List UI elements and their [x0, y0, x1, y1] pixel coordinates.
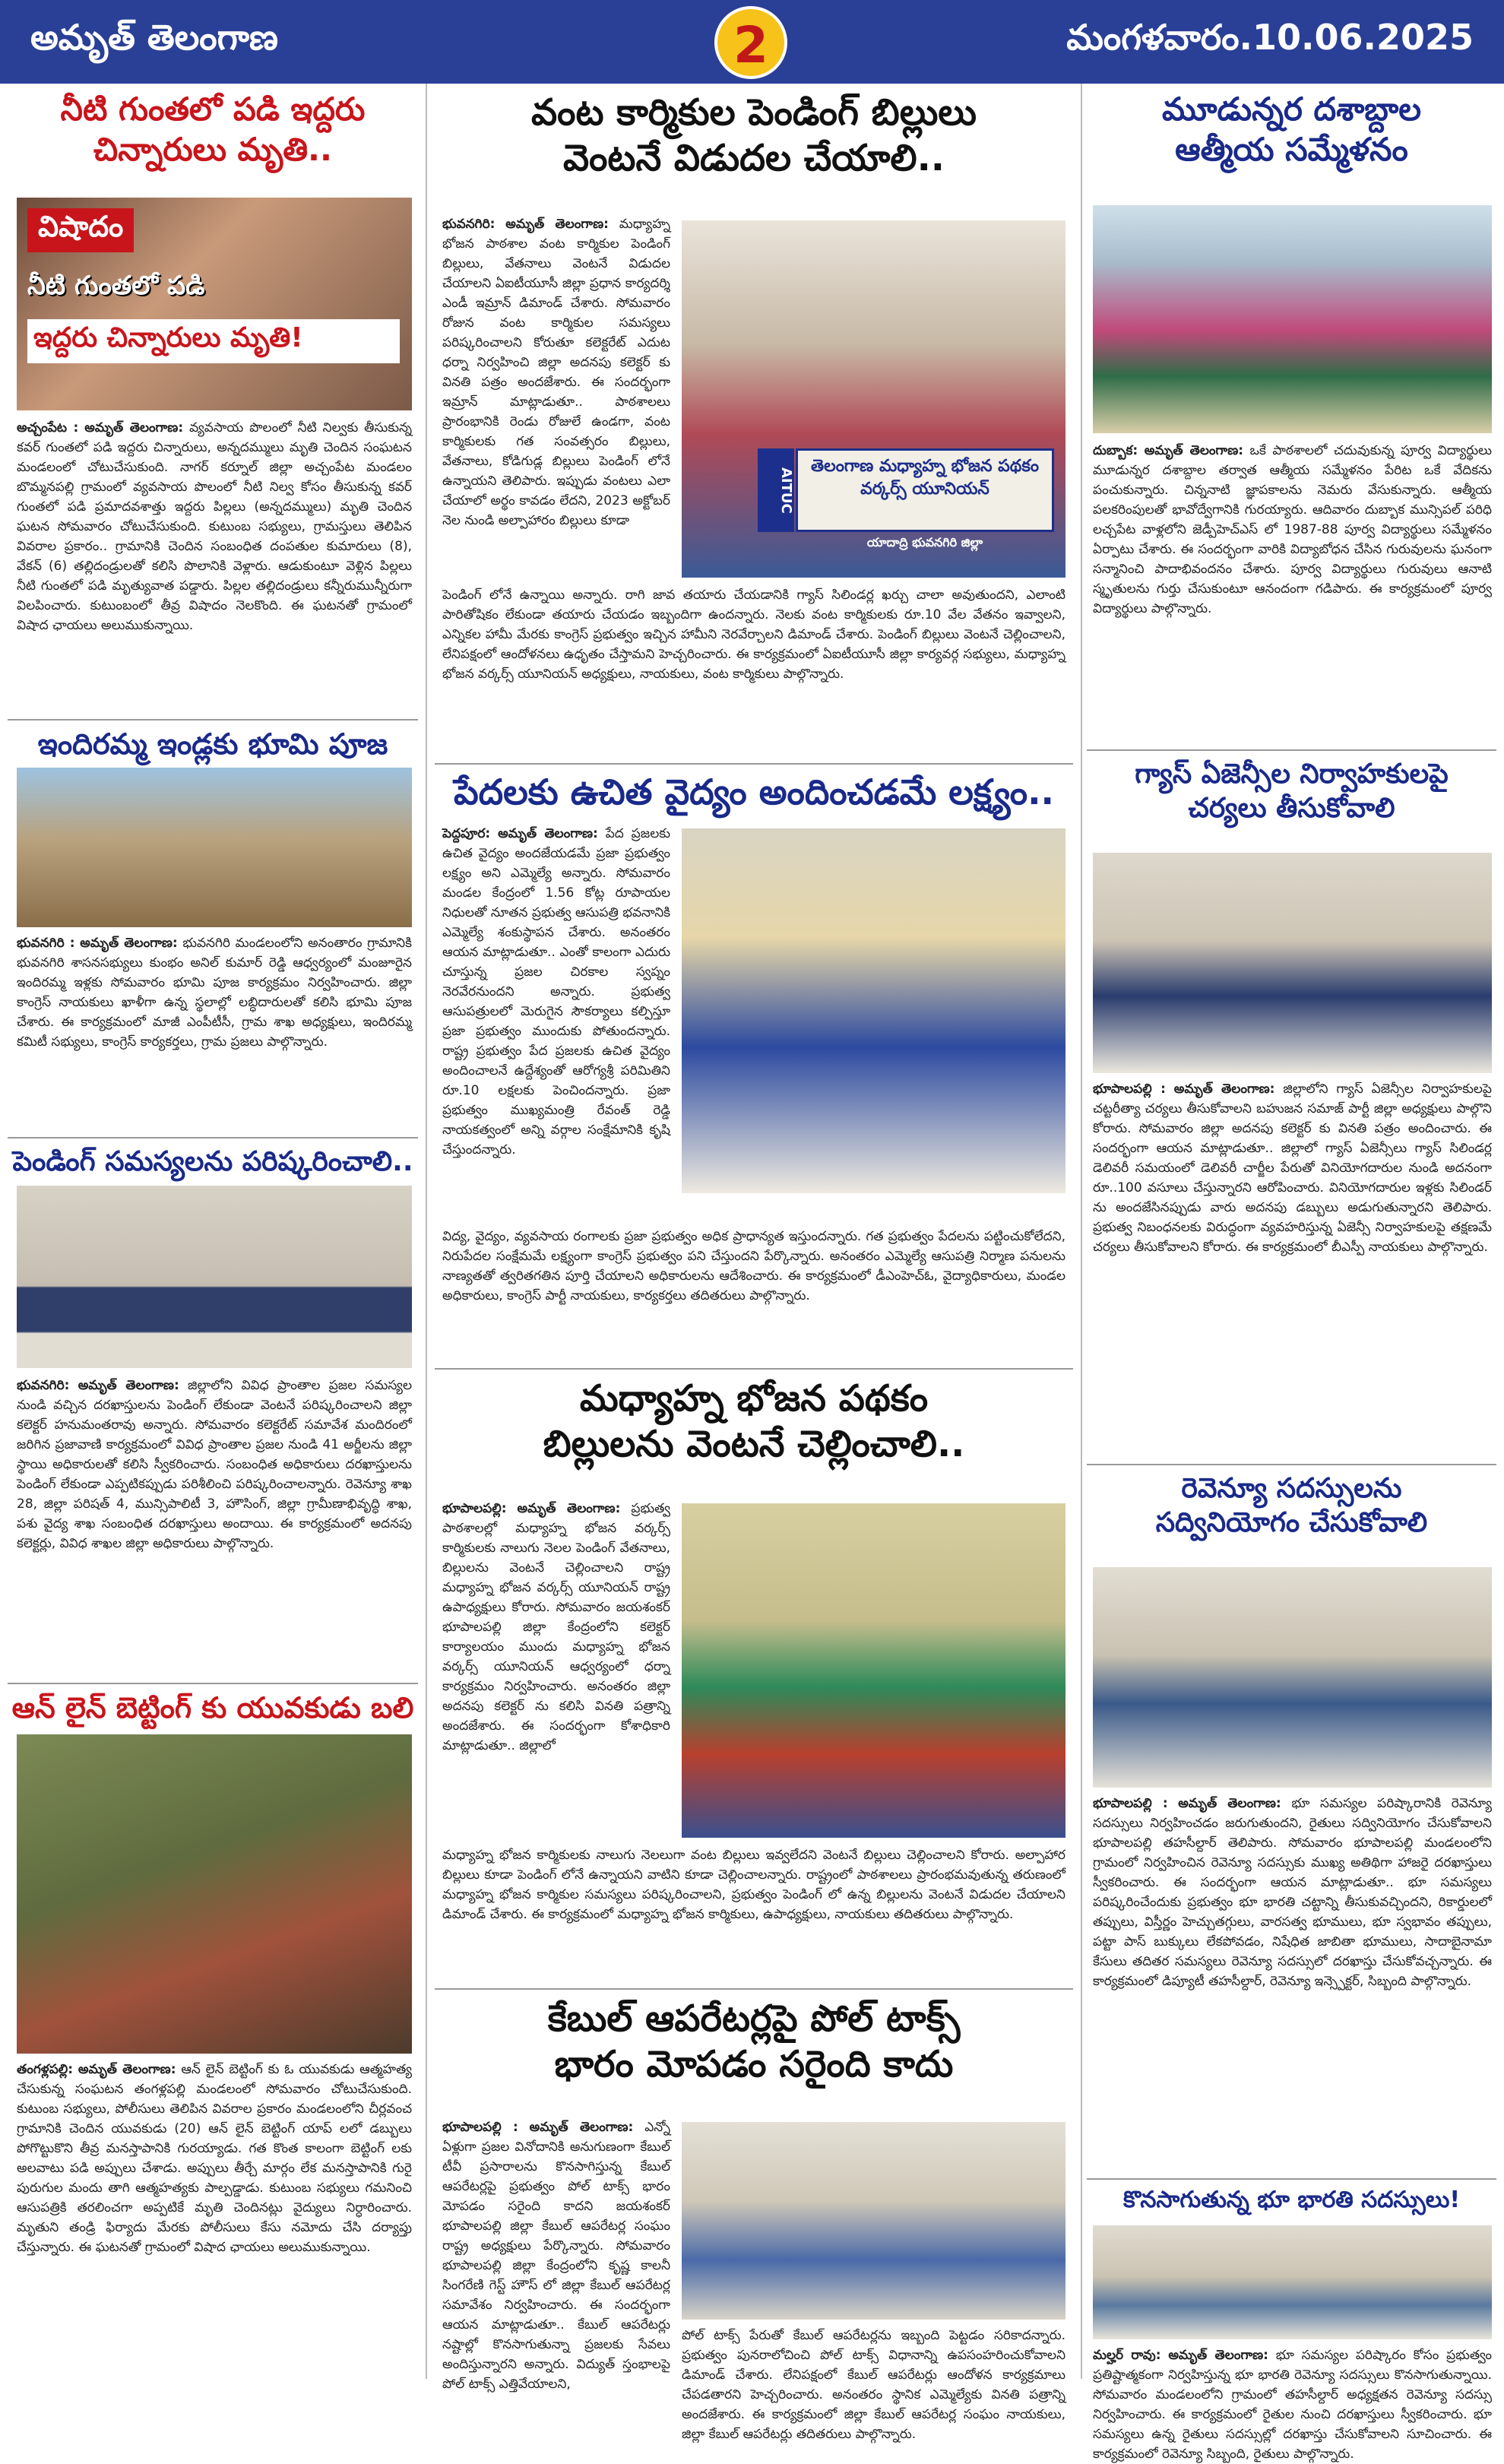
paper-name: అమృత్ తెలంగాణ [30, 17, 278, 58]
aituc-label: AITUC [758, 448, 794, 532]
photo-water-pit [17, 198, 412, 410]
body-midday-meal-bottom: మధ్యాహ్న భోజన కార్మికులకు నాలుగు నెలలుగా వంట బిల్లులు ఇవ్వలేదని వెంటనే బిల్లులు చెల్లించాలని కోరారు. అల్పాహార బిల్లులు కూడా పెండింగ్ లోనే ఉన్నాయని వాటిని కూడా చెల్లించాలన్నారు. రాష్ట్రంలో పాఠశాలలు ప్రారంభమవుతున్న తరుణంలో మధ్యాహ్న భోజన కార్మికుల సమస్యలు పరిష్కరించాలని, ప్రభుత్వం పెండింగ్ లో ఉన్న బిల్లులను వెంటనే విడుదల చేయాలని డిమాండ్ చేశారు. ఈ కార్యక్రమంలో మధ్యాహ్న భోజన కార్మికులు, ఉపాధ్యక్షులు, నాయకులు తదితరులు పాల్గొన్నారు. [442, 1848, 1065, 1922]
protest-banner: తెలంగాణ మధ్యాహ్న భోజన పథకం వర్కర్స్ యూనియన్ [796, 448, 1054, 532]
column-right [1079, 84, 1504, 2462]
body-cooks-bills-top: భువనగిరి: అమృత్ తెలంగాణ: మధ్యాహ్న భోజన పాఠశాల వంట కార్మికుల పెండింగ్ బిల్లులు, వేతనాలు వెంటనే విడుదల చేయాలని ఏఐటీయూసీ జిల్లా ప్రధాన కార్యదర్శి ఎండీ ఇమ్రాన్ డిమాండ్ చేశారు. సోమవారం రోజున వంట కార్మికుల సమస్యలు పరిష్కరించాలని కోరుతూ కలెక్టరేట్ ఎదుట ధర్నా నిర్వహించి జిల్లా అదనపు కలెక్టర్ కు వినతి పత్రం అందజేశారు. ఈ సందర్భంగా ఇమ్రాన్ మాట్లాడుతూ.. పాఠశాలలు ప్రారంభానికి రెండు రోజులే ఉండగా, వంట కార్మికులకు గత సంవత్సరం బిల్లులు, వేతనాలు, కోడిగుడ్ల బిల్లులు పెండింగ్ లోనే ఉన్నాయని తెలిపారు. ఇప్పుడు వంటలు ఎలా చేయాలో అర్థం కావడం లేదని, 2023 అక్టోబర్ నెల నుండి అల్పాహారం బిల్లులు కూడా [442, 217, 670, 528]
column-left [0, 84, 426, 2379]
photo-banner-top: విషాదం [27, 208, 134, 252]
photo-banner-mid: నీటి గుంతలో పడి [27, 271, 205, 301]
body-free-healthcare-top: పెద్దపూర: అమృత్ తెలంగాణ: పేద ప్రజలకు ఉచిత వైద్యం అందజేయడమే ప్రజా ప్రభుత్వం లక్ష్యం అని ఎమ్మెల్యే అన్నారు. సోమవారం మండల కేంద్రంలో 1.56 కోట్ల రూపాయల నిధులతో నూతన ప్రభుత్వ ఆసుపత్రి భవనానికి ఎమ్మెల్యే శంకుస్థాపన చేశారు. అనంతరం ఆయన మాట్లాడుతూ.. ఎంతో కాలంగా ఎదురు చూస్తున్న ప్రజల చిరకాల స్వప్నం నెరవేరనుందని అన్నారు. ప్రభుత్వ ఆసుపత్రులలో మెరుగైన సౌకర్యాలు కల్పిస్తూ ప్రజా ప్రభుత్వం ముందుకు పోతుందన్నారు. రాష్ట్ర ప్రభుత్వం పేద ప్రజలకు ఉచిత వైద్యం అందించాలనే ఉద్దేశ్యంతో ఆరోగ్యశ్రీ పరిమితిని రూ.10 లక్షలకు పెంచిందన్నారు. ప్రజా ప్రభుత్వం ముఖ్యమంత్రి రేవంత్ రెడ్డి నాయకత్వంలో అన్ని వర్గాల సంక్షేమానికి కృషి చేస్తుందన్నారు. [442, 826, 670, 1158]
body-pending-issues: భువనగిరి: అమృత్ తెలంగాణ: జిల్లాలోని వివిధ ప్రాంతాల ప్రజల సమస్యల నుండి వచ్చిన దరఖాస్తులను పెండింగ్ లేకుండా వెంటనే పరిష్కరించాలని జిల్లా కలెక్టర్ హనుమంతరావు అన్నారు. సోమవారం కలెక్టరేట్ సమావేశ మందిరంలో జరిగిన ప్రజావాణి కార్యక్రమంలో వివిధ ప్రాంతాల ప్రజల నుండి 41 అర్జీలను జిల్లా స్థాయి అధికారులతో కలిసి స్వీకరించారు. సంబంధిత అధికారులు దరఖాస్తులను పెండింగ్ లేకుండా ఎప్పటికప్పుడు పరిశీలించి పరిష్కరించాలన్నారు. రెవెన్యూ శాఖ 28, జిల్లా పరిషత్ 4, మున్సిపాలిటీ 3, హౌసింగ్, జిల్లా గ్రామీణాభివృద్ధి శాఖ, పశు వైద్య శాఖ సంబంధిత దరఖాస్తులు అందాయి. ఈ కార్యక్రమంలో అదనపు కలెక్టర్లు, వివిధ శాఖల జిల్లా అధికారులు పాల్గొన్నారు. [17, 1378, 413, 1551]
divider [8, 1683, 418, 1684]
body-revenue-sadassu: భూపాలపల్లి : అమృత్ తెలంగాణ: భూ సమస్యల పరిష్కారానికి రెవెన్యూ సదస్సులు నిర్వహించడం జరుగుతుందని, రైతులు సద్వినియోగం చేసుకోవాలని భూపాలపల్లి తహసీల్దార్ తెలిపారు. సోమవారం భూపాలపల్లి మండలంలోని గ్రామంలో నిర్వహించిన రెవెన్యూ సదస్సుకు ముఖ్య అతిథిగా హాజరై దరఖాస్తులు స్వీకరించారు. ఈ సందర్భంగా ఆయన మాట్లాడుతూ.. భూ సమస్యలు పరిష్కరించేందుకు ప్రభుత్వం భూ భారతి చట్టాన్ని తీసుకువచ్చిందని, రికార్డులలో తప్పులు, విస్తీర్ణం హెచ్చుతగ్గులు, వారసత్వ భూములు, భూ స్వభావం తప్పులు, పట్టా పాస్ బుక్కులు లేకపోవడం, నిషేధిత జాబితా భూములు, సాదాబైనామా కేసులు తదితర సమస్యలు రెవెన్యూ సదస్సులో దరఖాస్తు చేసుకోవచ్చన్నారు. ఈ కార్యక్రమంలో డిప్యూటీ తహసీల్దార్, రెవెన్యూ ఇన్స్పెక్టర్, సిబ్బంది పాల్గొన్నారు. [1093, 1796, 1492, 1989]
body-cooks-bills-bottom: పెండింగ్ లోనే ఉన్నాయి అన్నారు. రాగి జావ తయారు చేయడానికి గ్యాస్ సిలిండర్ల ఖర్చు చాలా అవుతుందని, ఎలాంటి పారితోషికం లేకుండా తయారు చేయడం ఇబ్బందిగా ఉందన్నారు. నెలకు వంట కార్మికులకు రూ.10 వేల వేతనం ఇవ్వాలని, ఎన్నికల హామీ మేరకు కాంగ్రెస్ ప్రభుత్వం ఇచ్చిన హామీని నెరవేర్చాలని డిమాండ్ చేశారు. పెండింగ్ బిల్లులు వెంటనే చెల్లించాలని, లేనిపక్షంలో ఆందోళనలు ఉధృతం చేస్తామని హెచ్చరించారు. ఈ కార్యక్రమంలో ఏఐటీయూసీ జిల్లా కార్యవర్గ సభ్యులు, మధ్యాహ్న భోజన వర్కర్స్ యూనియన్ అధ్యక్షులు, నాయకులు, వంట కార్మికులు పాల్గొన్నారు. [442, 587, 1065, 682]
divider [1087, 1464, 1496, 1465]
body-water-pit: అచ్చంపేట : అమృత్ తెలంగాణ: వ్యవసాయ పొలంలో నీటి నిల్వకు తీసుకున్న కవర్ గుంతలో పడి ఇద్దరు చిన్నారులు, అన్నదమ్ములు మృతి చెందిన సంఘటన మండలంలో చోటుచేసుకుంది. నాగర్ కర్నూల్ జిల్లా అచ్చంపేట మండలం బొమ్మనపల్లి గ్రామంలో వ్యవసాయ పొలంలో నీటి నిల్వ కోసం తీసుకున్న కవర్ గుంతలో పడి ప్రమాదవశాత్తు ఇద్దరు పిల్లలు (అన్నదమ్ములు) మృతి చెందిన ఘటన సోమవారం చోటుచేసుకుంది. కుటుంబ సభ్యులు, గ్రామస్తులు తెలిపిన వివరాల ప్రకారం.. గ్రామానికి చెందిన సంబంధిత దంపతుల కుమారులు (8), వేకన్ (6) తల్లిదండ్రులతో కలిసి పొలానికి వెళ్లారు. ఆడుకుంటూ వెళ్లిన పిల్లలు నీటి గుంతలో పడి మృత్యువాత పడ్డారు. పిల్లల తల్లిదండ్రులు కన్నీరుమున్నీరుగా విలపించారు. కుటుంబంలో తీవ్ర విషాదం నెలకొంది. ఈ ఘటనతో గ్రామంలో విషాద ఛాయలు అలుముకున్నాయి. [17, 420, 413, 633]
photo-betting-victim-family [17, 1734, 412, 2054]
divider [435, 1988, 1073, 1990]
photo-bhoomi-puja [17, 768, 412, 927]
headline-water-pit: నీటి గుంతలో పడి ఇద్దరు చిన్నారులు మృతి.. [60, 90, 366, 168]
photo-revenue-sadassu [1093, 1567, 1492, 1788]
divider [1087, 2178, 1496, 2180]
headline-bhu-bharati: కొనసాగుతున్న భూ భారతి సదస్సులు! [1122, 2187, 1461, 2213]
photo-hospital-foundation [682, 828, 1065, 1193]
headline-midday-meal: మధ్యాహ్న భోజన పథకం బిల్లులను వెంటనే చెల్లించాలి.. [543, 1377, 965, 1465]
headline-revenue-sadassu: రెవెన్యూ సదస్సులను సద్వినియోగం చేసుకోవాలి [1155, 1473, 1428, 1538]
body-alumni-meet: దుబ్బాక: అమృత్ తెలంగాణ: ఒకే పాఠశాలలో చదువుకున్న పూర్వ విద్యార్థులు మూడున్నర దశాబ్దాల తర్వాత ఆత్మీయ సమ్మేళనం పేరిట ఒకే వేదికను పంచుకున్నారు. చిన్ననాటి జ్ఞాపకాలను నెమరు వేసుకున్నారు. ఆత్మీయ పలకరింపులతో భావోద్వేగానికి గురయ్యారు. ఆదివారం దుబ్బాక మున్సిపల్ పరిధి లచ్చపేట వాళ్లలోని జెడ్పీహెచ్ఎస్ లో 1987-88 పూర్వ విద్యార్థులు సమ్మేళనం ఏర్పాటు చేశారు. ఈ సందర్భంగా వారికి విద్యాబోధన చేసిన గురువులను ఘనంగా సన్మానించి పాదాభివందనం చేశారు. పూర్వ విద్యార్థులు గురువులు ఆనాటి స్మృతులను గుర్తు చేసుకుంటూ ఆనందంగా గడిపారు. ఈ కార్యక్రమంలో పూర్వ విద్యార్థులు పాల్గొన్నారు. [1093, 443, 1493, 616]
photo-banner-bottom: ఇద్దరు చిన్నారులు మృతి! [27, 319, 400, 363]
body-online-betting: తంగళ్లపల్లి: అమృత్ తెలంగాణ: ఆన్ లైన్ బెట్టింగ్ కు ఓ యువకుడు ఆత్మహత్య చేసుకున్న సంఘటన తంగళ్లపల్లి మండలంలో సోమవారం చోటుచేసుకుంది. కుటుంబ సభ్యులు, పోలీసులు తెలిపిన వివరాల ప్రకారం మండలంలోని చీర్లవంచ గ్రామానికి చెందిన యువకుడు (20) ఆన్ లైన్ బెట్టింగ్ యాప్ లలో డబ్బులు పోగొట్టుకొని తీవ్ర మనస్తాపానికి గురయ్యాడు. గత కొంత కాలంగా బెట్టింగ్ లకు అలవాటు పడి అప్పులు చేశాడు. అప్పులు తీర్చే మార్గం లేక మనస్తాపానికి గురై పురుగుల మందు తాగి ఆత్మహత్యకు పాల్పడ్డాడు. కుటుంబ సభ్యులు గమనించి ఆసుపత్రికి తరలించగా అప్పటికే మృతి చెందినట్లు వైద్యులు నిర్ధారించారు. మృతుని తండ్రి ఫిర్యాదు మేరకు పోలీసులు కేసు నమోదు చేసి దర్యాప్తు చేస్తున్నారు. ఈ ఘటనతో గ్రామంలో విషాద ఛాయలు అలుముకున్నాయి. [17, 2062, 413, 2255]
divider [8, 1137, 418, 1139]
photo-gas-petition [1093, 853, 1492, 1073]
body-pole-tax-top: భూపాలపల్లి : అమృత్ తెలంగాణ: ఎన్నో ఏళ్లుగా ప్రజల వినోదానికి అనుగుణంగా కేబుల్ టీవీ ప్రసారాలను కొనసాగిస్తున్న కేబుల్ ఆపరేటర్లపై ప్రభుత్వం పోల్ టాక్స్ భారం మోపడం సరైంది కాదని జయశంకర్ భూపాలపల్లి జిల్లా కేబుల్ ఆపరేటర్ల సంఘం రాష్ట్ర అధ్యక్షులు పేర్కొన్నారు. సోమవారం భూపాలపల్లి జిల్లా కేంద్రంలోని కృష్ణ కాలనీ సింగరేణి గెస్ట్ హౌస్ లో జిల్లా కేబుల్ ఆపరేటర్ల సమావేశం నిర్వహించారు. ఈ సందర్భంగా ఆయన మాట్లాడుతూ.. కేబుల్ ఆపరేటర్లు నష్టాల్లో కొనసాగుతున్నా ప్రజలకు సేవలు అందిస్తున్నారని అన్నారు. విద్యుత్ స్తంభాలపై పోల్ టాక్స్ ఎత్తివేయాలని, [442, 2120, 671, 2392]
body-bhu-bharati: మల్హర్ రావు: అమృత్ తెలంగాణ: భూ సమస్యల పరిష్కారం కోసం ప్రభుత్వం ప్రతిష్టాత్మకంగా నిర్వహిస్తున్న భూ భారతి రెవెన్యూ సదస్సులు కొనసాగుతున్నాయి. సోమవారం మండలంలోని గ్రామంలో తహసీల్దార్ అధ్యక్షతన రెవెన్యూ సదస్సు నిర్వహించారు. ఈ కార్యక్రమంలో రైతుల నుంచి దరఖాస్తులు స్వీకరించారు. భూ సమస్యలు ఉన్న రైతులు సదస్సుల్లో దరఖాస్తు చేసుకోవాలని సూచించారు. ఈ కార్యక్రమంలో రెవెన్యూ సిబ్బంది, రైతులు పాల్గొన్నారు. [1093, 2348, 1493, 2462]
body-midday-meal-top: భూపాలపల్లి: అమృత్ తెలంగాణ: ప్రభుత్వ పాఠశాలల్లో మధ్యాహ్న భోజన వర్కర్స్ కార్మికులకు నాలుగు నెలల పెండింగ్ వేతనాలు, బిల్లులను వెంటనే చెల్లించాలని రాష్ట్ర మధ్యాహ్న భోజన వర్కర్స్ యూనియన్ రాష్ట్ర ఉపాధ్యక్షులు కోరారు. సోమవారం జయశంకర్ భూపాలపల్లి జిల్లా కేంద్రంలోని కలెక్టర్ కార్యాలయం ముందు మధ్యాహ్న భోజన వర్కర్స్ యూనియన్ ఆధ్వర్యంలో ధర్నా కార్యక్రమం నిర్వహించారు. అనంతరం జిల్లా అదనపు కలెక్టర్ ను కలిసి వినతి పత్రాన్ని అందజేశారు. ఈ సందర్భంగా కోశాధికారి మాట్లాడుతూ.. జిల్లాలో [442, 1501, 671, 1753]
photo-cable-operators-meeting [682, 2122, 1065, 2320]
photo-midday-meal-protest [682, 1503, 1065, 1838]
masthead [0, 0, 1504, 84]
photo-prajavani-meeting [17, 1186, 412, 1368]
divider [8, 719, 418, 721]
divider [435, 763, 1073, 765]
photo-cooks-protest [682, 220, 1065, 578]
body-pole-tax-bottom: పోల్ టాక్స్ పేరుతో కేబుల్ ఆపరేటర్లను ఇబ్బంది పెట్టడం సరికాదన్నారు. ప్రభుత్వం పునరాలోచించి పోల్ టాక్స్ విధానాన్ని ఉపసంహరించుకోవాలని డిమాండ్ చేశారు. లేనిపక్షంలో కేబుల్ ఆపరేటర్లు ఆందోళన కార్యక్రమాలు చేపడతారని హెచ్చరించారు. అనంతరం స్థానిక ఎమ్మెల్యేకు వినతి పత్రాన్ని అందజేశారు. ఈ కార్యక్రమంలో జిల్లా కేబుల్ ఆపరేటర్ల సంఘం నాయకులు, జిల్లా కేబుల్ ఆపరేటర్లు తదితరులు పాల్గొన్నారు. [682, 2328, 1065, 2442]
headline-gas-agencies: గ్యాస్ ఏజెన్సీల నిర్వాహకులపై చర్యలు తీసుకోవాలి [1135, 759, 1449, 824]
protest-banner-sub: యాదాద్రి భువనగిరి జిల్లా [866, 535, 983, 549]
body-indiramma: భువనగిరి : అమృత్ తెలంగాణ: భువనగిరి మండలంలోని అనంతారం గ్రామానికి భువనగిరి శాసనసభ్యులు కుంభం అనిల్ కుమార్ రెడ్డి ఆధ్వర్యంలో మంజూరైన ఇందిరమ్మ ఇళ్లకు సోమవారం భూమి పూజ కార్యక్రమం నిర్వహించారు. జిల్లా కాంగ్రెస్ నాయకులు ఖాళీగా ఉన్న స్థలాల్లో లబ్ధిదారులతో కలిసి భూమి పూజ చేశారు. ఈ కార్యక్రమంలో మాజీ ఎంపీటీసీ, గ్రామ శాఖ అధ్యక్షులు, ఇందిరమ్మ కమిటీ సభ్యులు, కాంగ్రెస్ కార్యకర్తలు, గ్రామ ప్రజలు పాల్గొన్నారు. [17, 936, 412, 1050]
body-gas-agencies: భూపాలపల్లి : అమృత్ తెలంగాణ: జిల్లాలోని గ్యాస్ ఏజెన్సీల నిర్వాహకులపై చట్టరీత్యా చర్యలు తీసుకోవాలని బహుజన సమాజ్ పార్టీ జిల్లా అధ్యక్షులు పాల్గొని కోరారు. సోమవారం జిల్లా అదనపు కలెక్టర్ కు వినతి పత్రం అందించారు. ఈ సందర్భంగా ఆయన మాట్లాడుతూ.. జిల్లాలో గ్యాస్ ఏజెన్సీలు గ్యాస్ సిలిండర్ల డెలివరీ సమయంలో డెలివరీ చార్జీల పేరుతో వినియోగదారుల నుండి అదనంగా రూ..100 వసూలు చేస్తున్నారని ఆరోపించారు. వినియోగదారుల ఇళ్లకు సిలిండర్ ను అందజేసినప్పుడు వారు అదనపు డబ్బులు అడుగుతున్నారని తెలిపారు. ప్రభుత్వ నిబంధనలకు విరుద్ధంగా వ్యవహరిస్తున్న ఏజెన్సీ నిర్వాహకులపై తక్షణమే చర్యలు తీసుకోవాలని కోరారు. ఈ కార్యక్రమంలో బీఎస్పీ నాయకులు పాల్గొన్నారు. [1093, 1082, 1493, 1255]
headline-alumni-meet: మూడున్నర దశాబ్దాల ఆత్మీయ సమ్మేళనం [1161, 90, 1422, 168]
headline-indiramma: ఇందిరమ్మ ఇండ్లకు భూమి పూజ [37, 727, 388, 761]
photo-bhu-bharati [1093, 2225, 1492, 2339]
body-free-healthcare-bottom: విద్య, వైద్యం, వ్యవసాయ రంగాలకు ప్రజా ప్రభుత్వం అధిక ప్రాధాన్యత ఇస్తుందన్నారు. గత ప్రభుత్వం పేదలను పట్టించుకోలేదని, నిరుపేదల సంక్షేమమే లక్ష్యంగా కాంగ్రెస్ ప్రభుత్వం పని చేస్తుందని పేర్కొన్నారు. అనంతరం ఎమ్మెల్యే ఆసుపత్రి నిర్మాణ పనులను నాణ్యతతో త్వరితగతిన పూర్తి చేయాలని అధికారులను ఆదేశించారు. ఈ కార్యక్రమంలో డీఎంహెచ్ఓ, వైద్యాధికారులు, మండల అధికారులు, కాంగ్రెస్ పార్టీ నాయకులు, కార్యకర్తలు తదితరులు పాల్గొన్నారు. [442, 1229, 1065, 1303]
page-number-badge: 2 [714, 6, 787, 79]
headline-pending-issues: పెండింగ్ సమస్యలను పరిష్కరించాలి.. [12, 1146, 413, 1177]
photo-alumni-group [1093, 205, 1492, 433]
column-center [426, 84, 1082, 2442]
headline-free-healthcare: పేదలకు ఉచిత వైద్యం అందించడమే లక్ష్యం.. [453, 771, 1055, 812]
headline-online-betting: ఆన్ లైన్ బెట్టింగ్ కు యువకుడు బలి [11, 1691, 414, 1724]
issue-date: మంగళవారం.10.06.2025 [1066, 17, 1474, 58]
headline-pole-tax: కేబుల్ ఆపరేటర్లపై పోల్ టాక్స్ భారం మోపడం సరైంది కాదు [547, 1997, 961, 2086]
headline-cooks-bills: వంట కార్మికుల పెండింగ్ బిల్లులు వెంటనే విడుదల చేయాలి.. [531, 91, 977, 179]
divider [435, 1368, 1073, 1370]
divider [1087, 749, 1496, 751]
